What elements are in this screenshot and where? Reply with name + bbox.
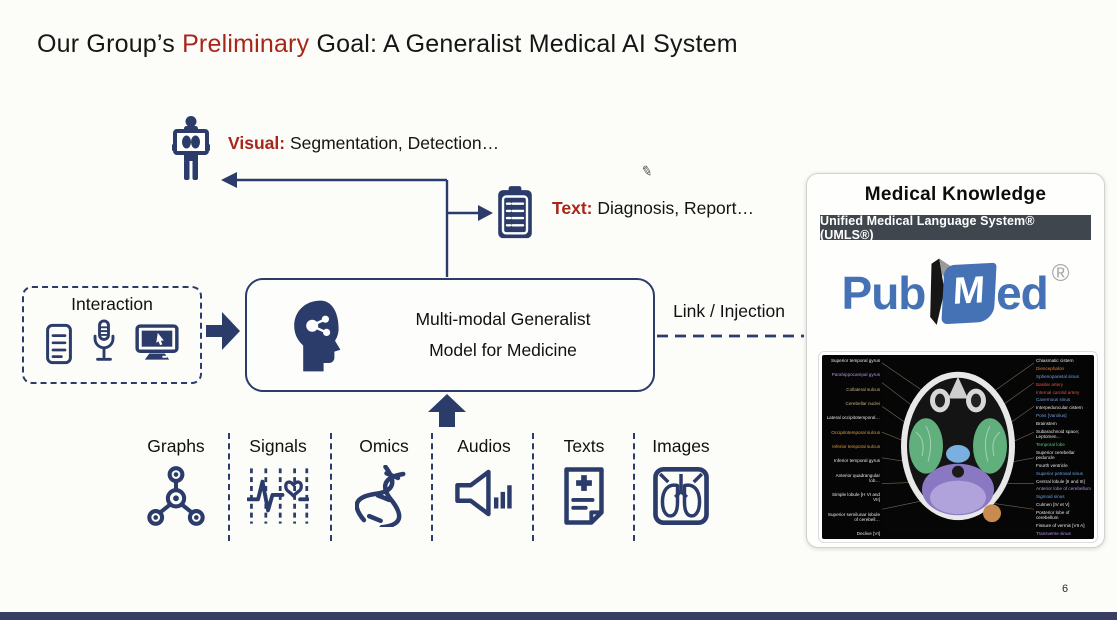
microphone-icon [88,319,120,365]
person-xray-icon [166,116,216,182]
visual-label: Visual: [228,133,286,153]
brain-label: Superior temporal gyrus [830,358,880,363]
brain-label: Collateral sulcus [846,386,880,392]
brain-label: Chiasmatic cistern [1036,358,1074,363]
modality-omics [329,436,439,527]
modality-texts [529,436,639,527]
brain-label: Central lobule [II and III] [1036,478,1085,484]
brain-label: Superior cerebellar peduncle [1036,449,1075,460]
brain-label: Culmen [IV et V] [1036,502,1070,508]
brain-label: Parahippocampal gyrus [831,372,880,378]
visual-output-text [228,133,499,154]
brain-label: Internal carotid artery [1036,389,1080,395]
brain-label: Lateral occipitotemporal… [826,415,880,421]
visual-items: Segmentation, Detection… [285,133,500,153]
brain-label: Pons [Varolius] [1036,413,1067,419]
pubmed-logo [807,246,1104,340]
interaction-box [22,286,202,384]
brain-label: Cerebellar nuclei [845,401,880,407]
brain-label: Temporal lobe [1036,441,1065,447]
brain-label: Occipitotemporal sulcus [831,429,880,435]
interaction-label: Interaction [71,294,153,314]
pen-cursor-icon: ✎ [639,161,655,181]
text-label: Text: [552,198,593,218]
ecg-signal-icon [247,465,309,527]
brain-label: Declive [VI] [856,530,880,536]
brain-label: Basilar artery [1036,381,1064,387]
bottom-bar [0,612,1117,620]
modality-signals [223,436,333,527]
graph-molecule-icon [147,465,205,527]
modality-label: Omics [359,436,409,456]
page-number: 6 [1062,583,1069,595]
brain-labels-left [822,355,882,539]
brain-label: Transverse sinus [1036,530,1071,536]
modality-label: Signals [249,436,307,456]
modality-label: Images [652,436,710,456]
brain-labels-right [1034,355,1094,539]
feedback-loop-lines [236,180,479,277]
pubmed-pub-text: Pub [841,267,926,319]
dna-icon [355,465,413,527]
modality-graphs [121,436,231,527]
brain-label: Superior petrosal sinus [1036,470,1083,476]
medical-knowledge-title: Medical Knowledge [864,184,1047,205]
brain-label: Cavernous sinus [1036,397,1071,403]
arrowhead-to-clipboard [478,205,493,221]
brain-mri-scan [882,355,1034,533]
slide-title [37,30,738,59]
link-injection-label: Link / Injection [673,301,785,321]
title-prefix: Our Group’s [37,30,183,58]
pubmed-med-ed: ed [996,267,1048,319]
model-box [245,278,655,392]
interaction-to-model-arrow [206,312,240,350]
medical-knowledge-panel [806,173,1105,548]
interaction-icons [24,319,200,365]
brain-label: Anterior lobe of cerebellum [1036,486,1091,492]
brain-label: Anterior quadrangular lob… [835,472,880,483]
document-icon [44,323,74,365]
title-suffix: Goal: A Generalist Medical AI System [309,30,738,58]
model-title-line1: Multi-modal Generalist [415,309,591,329]
text-items: Diagnosis, Report… [592,198,754,218]
brain-label: Fourth ventricle [1036,462,1068,468]
arrowhead-to-person [221,172,237,188]
monitor-cursor-icon [134,323,180,365]
modality-audios [429,436,539,521]
brain-anatomy-figure [819,352,1097,542]
modality-label: Audios [457,436,511,456]
model-title-line2: Model for Medicine [429,340,577,360]
brain-label: Inferior temporal gyrus [834,458,880,464]
brain-label: Posterior lobe of cerebellum [1036,510,1070,521]
modality-images [626,436,736,527]
speaker-icon [453,465,515,521]
modalities-to-model-arrow [428,394,466,427]
brain-label: Superior semilunar lobule of cerebell… [827,511,880,522]
umls-banner: Unified Medical Language System® (UMLS®) [820,215,1091,240]
title-highlight: Preliminary [182,30,310,58]
pubmed-med-m: M [942,262,997,324]
head-network-icon [287,298,347,374]
registered-mark: ® [1051,260,1070,287]
medical-document-icon [558,465,610,527]
modality-label: Graphs [147,436,205,456]
brain-label: Simple lobule [H VI and VII] [831,492,880,503]
brain-label: Interpeduncular cistern [1036,405,1083,411]
brain-label: Inferior temporal sulcus [832,444,880,450]
brain-label: Fissure of vermis [VII A] [1036,523,1085,529]
clipboard-report-icon [495,185,535,240]
brain-label: Subarachnoid space; Leptomen… [1036,429,1080,440]
text-output-text [552,198,754,219]
brain-label: Sphenoparietal sinus [1036,373,1079,379]
brain-label: Brainstem [1036,421,1057,427]
modality-label: Texts [563,436,605,456]
brain-label: Sigmoid sinus [1036,494,1065,500]
model-title [367,280,639,390]
brain-label: Diencephalon [1036,365,1065,371]
chest-xray-icon [652,465,710,527]
